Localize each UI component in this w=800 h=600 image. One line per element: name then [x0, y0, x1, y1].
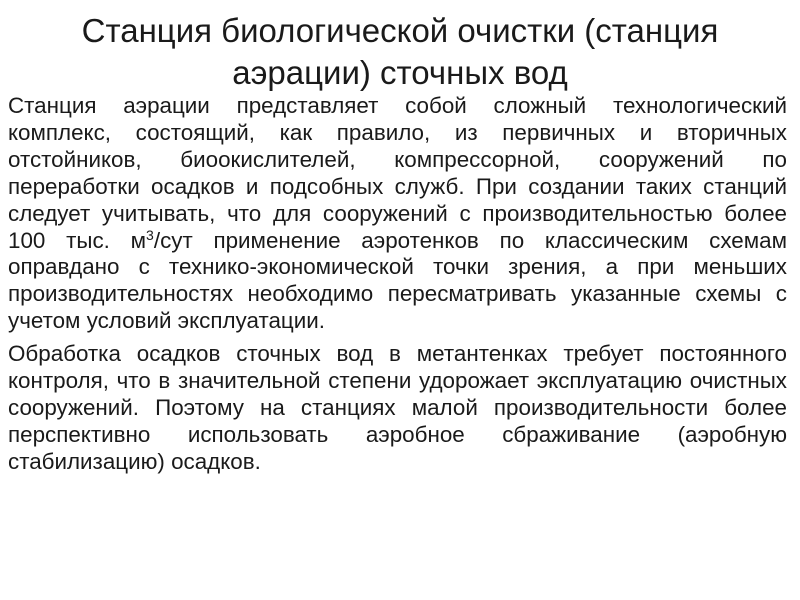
- page-title: [20, 10, 780, 94]
- title-line-1: Станция биологической очистки (станция: [81, 12, 719, 49]
- body-text: [8, 93, 787, 476]
- paragraph-1-part-2: /сут применение аэротенков по классическим схемам оправдано с технико-экономической точки зрения, а при меньших производительностях необходимо пересматривать указанные схемы с учетом условий эксплуатации.: [8, 227, 787, 334]
- paragraph-1-part-1: Станция аэрации представляет собой сложный технологический комплекс, состоящий, как правило, из первичных и вторичных отстойников, биоокислителей, компрессорной, сооружений по переработки осадков и подсобных служб. При создании таких станций следует учитывать, что для сооружений с производительностью более 100 тыс. м: [8, 93, 787, 253]
- paragraph-sludge-treatment: [8, 341, 787, 476]
- paragraph-aeration-station: [8, 93, 787, 335]
- paragraph-2-text: Обработка осадков сточных вод в метантенках требует постоянного контроля, что в значительной степени удорожает эксплуатацию очистных сооружений. Поэтому на станциях малой производительности более перспективно использовать аэробное сбраживание (аэробную стабилизацию) осадков.: [8, 341, 787, 474]
- title-line-2: аэрации) сточных вод: [232, 54, 568, 91]
- superscript-cubic: 3: [146, 226, 154, 243]
